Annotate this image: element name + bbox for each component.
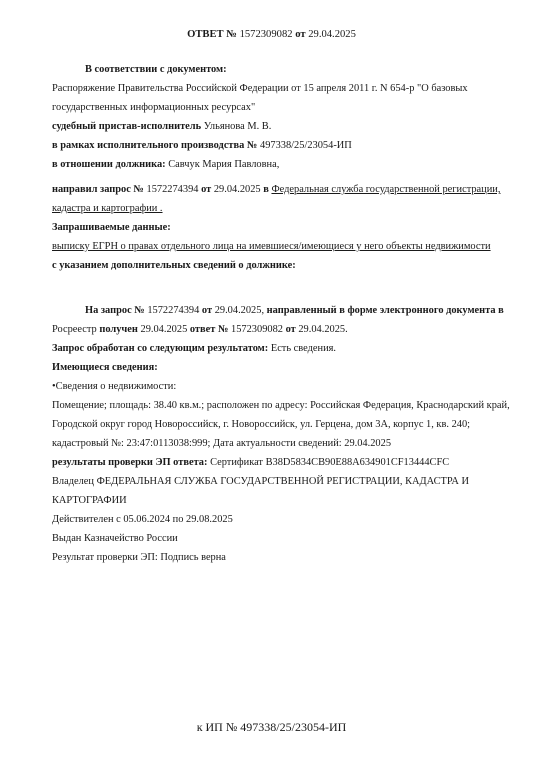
result-line [52, 339, 502, 358]
info-line2: Городской округ город Новороссийск, г. Новороссийск, ул. Герцена, дом 3А, корпус 1, кв. 240; [52, 419, 471, 430]
document-title [0, 25, 543, 44]
request-recipient-line2: кадастра и картографии . [52, 203, 163, 214]
document-body [52, 60, 502, 174]
request-date-word: от [201, 184, 212, 195]
proceeding-number: 497338/25/23054-ИП [260, 140, 352, 151]
request-label: направил запрос № [52, 184, 144, 195]
officer-label: судебный пристав-исполнитель [52, 121, 202, 132]
response-line1 [52, 301, 502, 320]
request-line [52, 180, 502, 199]
signature-issuer: Выдан Казначейство России [52, 533, 178, 544]
response-sent-text: направленный в форме электронного документа в [266, 305, 504, 316]
answer-number: 1572309082 [239, 29, 293, 40]
response-answer-date: 29.04.2025. [298, 324, 348, 335]
debtor-name: Савчук Мария Павловна, [168, 159, 280, 170]
response-number: 1572274394 [147, 305, 200, 316]
info-bullet: •Сведения о недвижимости: [52, 381, 177, 392]
proceeding-label: в рамках исполнительного производства № [52, 140, 258, 151]
title-date-word: от [295, 29, 306, 40]
response-org: Росреестр [52, 324, 97, 335]
officer-name: Ульянова М. В. [203, 121, 272, 132]
response-prefix: На запрос № [85, 305, 145, 316]
signature-line [52, 453, 502, 472]
requested-extra: с указанием дополнительных сведений о должнике: [52, 260, 296, 271]
basis-document-line2: государственных информационных ресурсах" [52, 102, 256, 113]
signature-owner-line1: Владелец ФЕДЕРАЛЬНАЯ СЛУЖБА ГОСУДАРСТВЕННОЙ РЕГИСТРАЦИИ, КАДАСТРА И [52, 476, 469, 487]
request-number: 1572274394 [146, 184, 199, 195]
request-to-word: в [263, 184, 269, 195]
request-recipient-line2-row [52, 199, 502, 218]
signature-label: результаты проверки ЭП ответа: [52, 457, 208, 468]
signature-check: Результат проверки ЭП: Подпись верна [52, 552, 226, 563]
response-received-word: получен [99, 324, 138, 335]
response-answer-number: 1572309082 [231, 324, 283, 335]
response-block [52, 301, 510, 567]
requested-heading: Запрашиваемые данные: [52, 222, 171, 233]
response-received-date: 29.04.2025 [140, 324, 188, 335]
response-date: 29.04.2025, [214, 305, 265, 316]
response-answer-date-word: от [285, 324, 296, 335]
basis-heading: В соответствии с документом: [85, 64, 227, 75]
proceeding-line [52, 136, 502, 155]
response-answer-word: ответ № [189, 324, 229, 335]
request-block [52, 180, 502, 275]
officer-line [52, 117, 502, 136]
debtor-label: в отношении должника: [52, 159, 166, 170]
page-footer: к ИП № 497338/25/23054-ИП [196, 720, 347, 734]
info-line1: Помещение; площадь: 38.40 кв.м.; расположен по адресу: Российская Федерация, Краснодарский край, [52, 400, 510, 411]
requested-item: выписку ЕГРН о правах отдельного лица на имевшиеся/имеющиеся у него объекты недвижимости [52, 241, 491, 252]
signature-valid: Действителен с 05.06.2024 по 29.08.2025 [52, 514, 233, 525]
basis-document-line1: Распоряжение Правительства Российской Федерации от 15 апреля 2011 г. N 654-р "О базовых [52, 83, 468, 94]
info-heading: Имеющиеся сведения: [52, 362, 158, 373]
debtor-line [52, 155, 502, 174]
info-line3: кадастровый №: 23:47:0113038:999; Дата актуальности сведений: 29.04.2025 [52, 438, 392, 449]
answer-date: 29.04.2025 [308, 29, 356, 40]
response-line2 [52, 320, 502, 339]
signature-cert: Сертификат B38D5834CB90E88A634901CF13444CFC [210, 457, 450, 468]
result-value: Есть сведения. [270, 343, 337, 354]
response-date-word: от [201, 305, 213, 316]
signature-owner-line2: КАРТОГРАФИИ [52, 495, 127, 506]
result-label: Запрос обработан со следующим результатом: [52, 343, 269, 354]
title-label: ОТВЕТ № [187, 29, 237, 40]
request-date: 29.04.2025 [213, 184, 261, 195]
request-recipient-line1: Федеральная служба государственной регистрации, [271, 184, 501, 195]
